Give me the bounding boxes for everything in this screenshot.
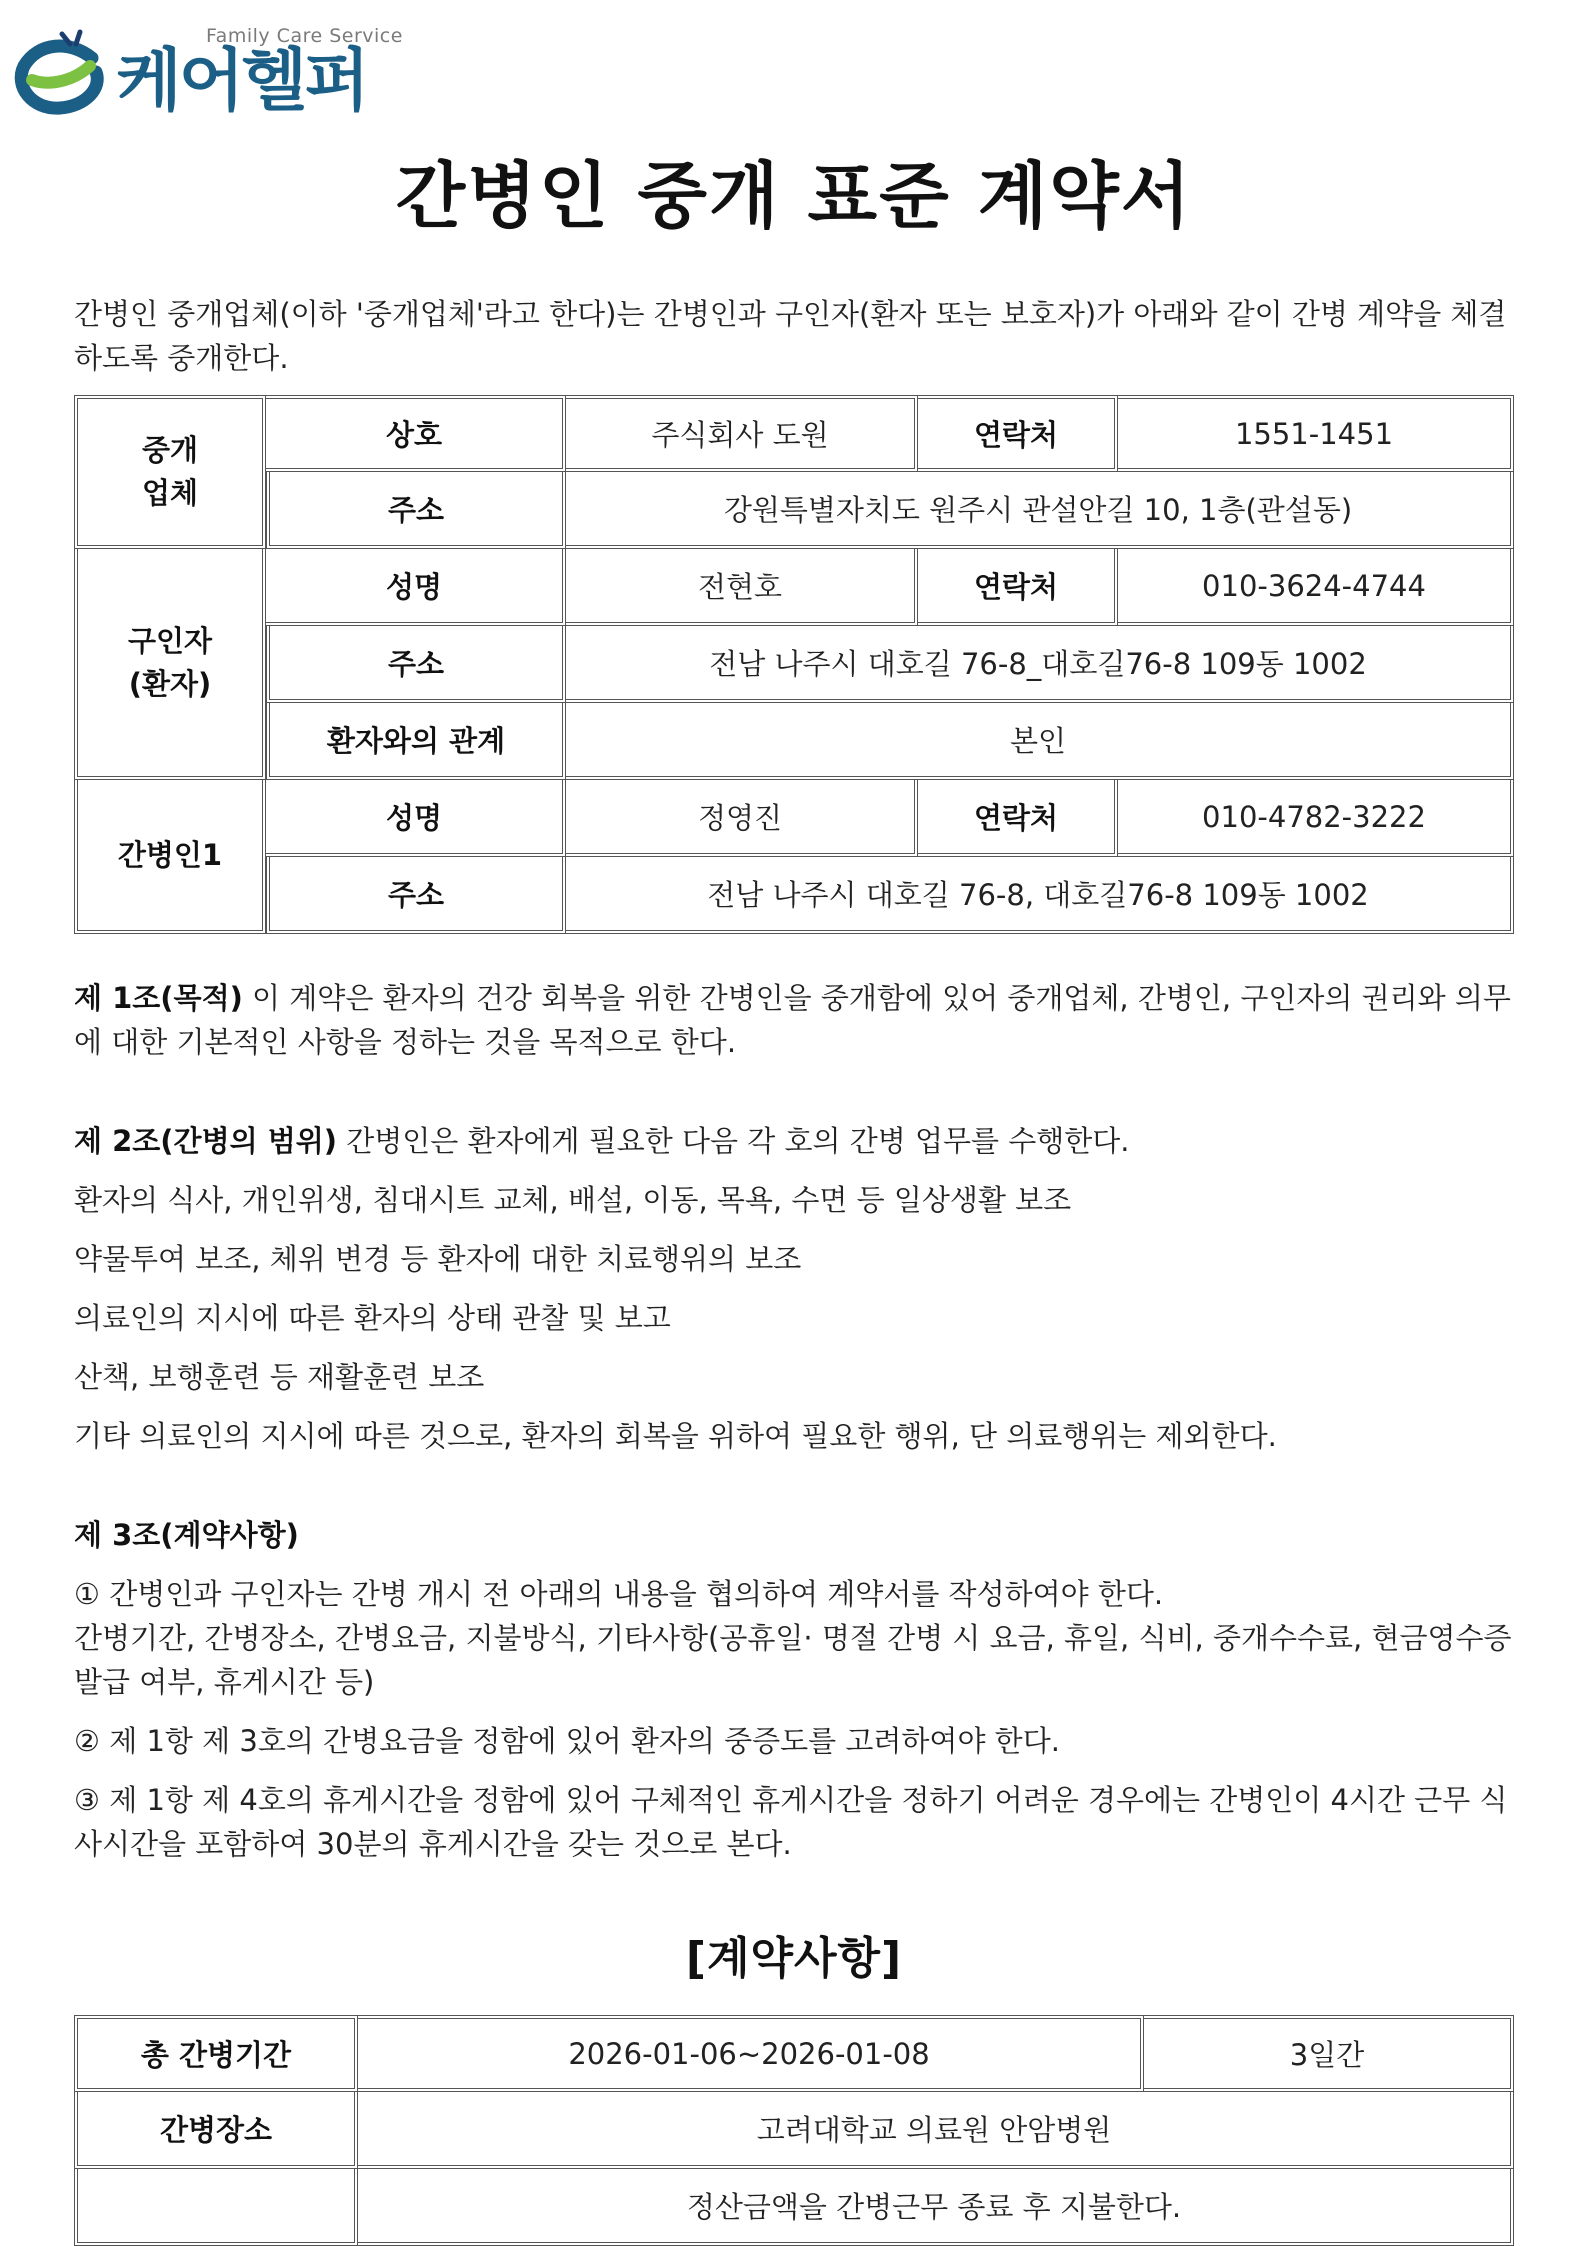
table-row	[74, 549, 1514, 626]
client-name-label: 성명	[266, 549, 566, 626]
client-contact-value: 010-3624-4744	[1118, 549, 1514, 626]
logo-wordmark: 케어헬퍼	[116, 42, 367, 121]
period-days-value: 3일간	[1144, 2015, 1514, 2092]
company-logo	[10, 20, 410, 120]
period-value: 2026-01-06~2026-01-08	[358, 2015, 1144, 2092]
client-contact-label: 연락처	[918, 549, 1118, 626]
list-item: 기타 의료인의 지시에 따른 것으로, 환자의 회복을 위하여 필요한 행위, 단 의료행위는 제외한다.	[74, 1419, 1277, 1453]
contract-terms-title: [계약사항]	[685, 1933, 903, 1984]
logo-tagline: Family Care Service	[206, 25, 403, 47]
list-item: 산책, 보행훈련 등 재활훈련 보조	[74, 1360, 485, 1394]
caregiver-contact-label: 연락처	[918, 780, 1118, 857]
article-3-heading: 제 3조(계약사항)	[74, 1518, 299, 1552]
table-row	[74, 2015, 1514, 2092]
table-row	[74, 780, 1514, 857]
intro-paragraph: 간병인 중개업체(이하 '중개업체'라고 한다)는 간병인과 구인자(환자 또는 보호자)가 아래와 같이 간병 계약을 체결하도록 중개한다.	[74, 297, 1507, 375]
article-2-heading: 제 2조(간병의 범위)	[74, 1124, 337, 1158]
client-group-label: 구인자 (환자)	[74, 549, 266, 780]
table-row	[74, 472, 1514, 549]
article-3-clause-2: ② 제 1항 제 3호의 간병요금을 정함에 있어 환자의 중증도를 고려하여야 한다.	[74, 1724, 1060, 1758]
logo-symbol-icon	[10, 28, 114, 118]
table-row	[74, 703, 1514, 780]
agency-name-value: 주식회사 도원	[566, 395, 918, 472]
caregiver-address-label: 주소	[266, 857, 566, 934]
list-item: 환자의 식사, 개인위생, 침대시트 교체, 배설, 이동, 목욕, 수면 등 일상생활 보조	[74, 1183, 1072, 1217]
article-1	[74, 976, 1524, 1064]
contract-terms-table	[74, 2015, 1514, 2246]
client-relation-label: 환자와의 관계	[266, 703, 566, 780]
payment-method-value: 정산금액을 간병근무 종료 후 지불한다.	[358, 2169, 1514, 2246]
article-3-clause-1: ① 간병인과 구인자는 간병 개시 전 아래의 내용을 협의하여 계약서를 작성하여야 한다.	[74, 1577, 1164, 1611]
caregiver-group-label: 간병인1	[74, 780, 266, 934]
caregiver-name-value: 정영진	[566, 780, 918, 857]
payment-label	[74, 2169, 358, 2246]
table-row	[74, 2092, 1514, 2169]
articles-section	[74, 976, 1524, 1866]
client-relation-value: 본인	[566, 703, 1514, 780]
agency-name-label: 상호	[266, 395, 566, 472]
caregiver-address-value: 전남 나주시 대호길 76-8, 대호길76-8 109동 1002	[566, 857, 1514, 934]
client-name-value: 전현호	[566, 549, 918, 626]
client-address-label: 주소	[266, 626, 566, 703]
article-3-clause-1-detail: 간병기간, 간병장소, 간병요금, 지불방식, 기타사항(공휴일· 명절 간병 시 요금, 휴일, 식비, 중개수수료, 현금영수증 발급 여부, 휴게시간 등)	[74, 1621, 1512, 1699]
article-3-clause-3: ③ 제 1항 제 4호의 휴게시간을 정함에 있어 구체적인 휴게시간을 정하기 어려운 경우에는 간병인이 4시간 근무 식사시간을 포함하여 30분의 휴게시간을 갖는 것으로 본다.	[74, 1783, 1508, 1861]
period-label: 총 간병기간	[74, 2015, 358, 2092]
caregiver-name-label: 성명	[266, 780, 566, 857]
article-2	[74, 1119, 1524, 1163]
agency-address-label: 주소	[266, 472, 566, 549]
article-1-heading: 제 1조(목적)	[74, 981, 243, 1015]
place-value: 고려대학교 의료원 안암병원	[358, 2092, 1514, 2169]
place-label: 간병장소	[74, 2092, 358, 2169]
agency-contact-value: 1551-1451	[1118, 395, 1514, 472]
article-2-text: 간병인은 환자에게 필요한 다음 각 호의 간병 업무를 수행한다.	[336, 1124, 1130, 1158]
parties-table	[74, 395, 1514, 934]
table-row	[74, 2169, 1514, 2246]
table-row	[74, 857, 1514, 934]
client-address-value: 전남 나주시 대호길 76-8_대호길76-8 109동 1002	[566, 626, 1514, 703]
agency-group-label: 중개 업체	[74, 395, 266, 549]
agency-address-value: 강원특별자치도 원주시 관설안길 10, 1층(관설동)	[566, 472, 1514, 549]
article-3	[74, 1513, 1524, 1557]
table-row	[74, 395, 1514, 472]
table-row	[74, 626, 1514, 703]
article-1-text: 이 계약은 환자의 건강 회복을 위한 간병인을 중개함에 있어 중개업체, 간병인, 구인자의 권리와 의무에 대한 기본적인 사항을 정하는 것을 목적으로 한다.	[74, 981, 1511, 1059]
agency-contact-label: 연락처	[918, 395, 1118, 472]
list-item: 의료인의 지시에 따른 환자의 상태 관찰 및 보고	[74, 1301, 671, 1335]
list-item: 약물투여 보조, 체위 변경 등 환자에 대한 치료행위의 보조	[74, 1242, 802, 1276]
caregiver-contact-value: 010-4782-3222	[1118, 780, 1514, 857]
document-title: 간병인 중개 표준 계약서	[395, 154, 1193, 238]
